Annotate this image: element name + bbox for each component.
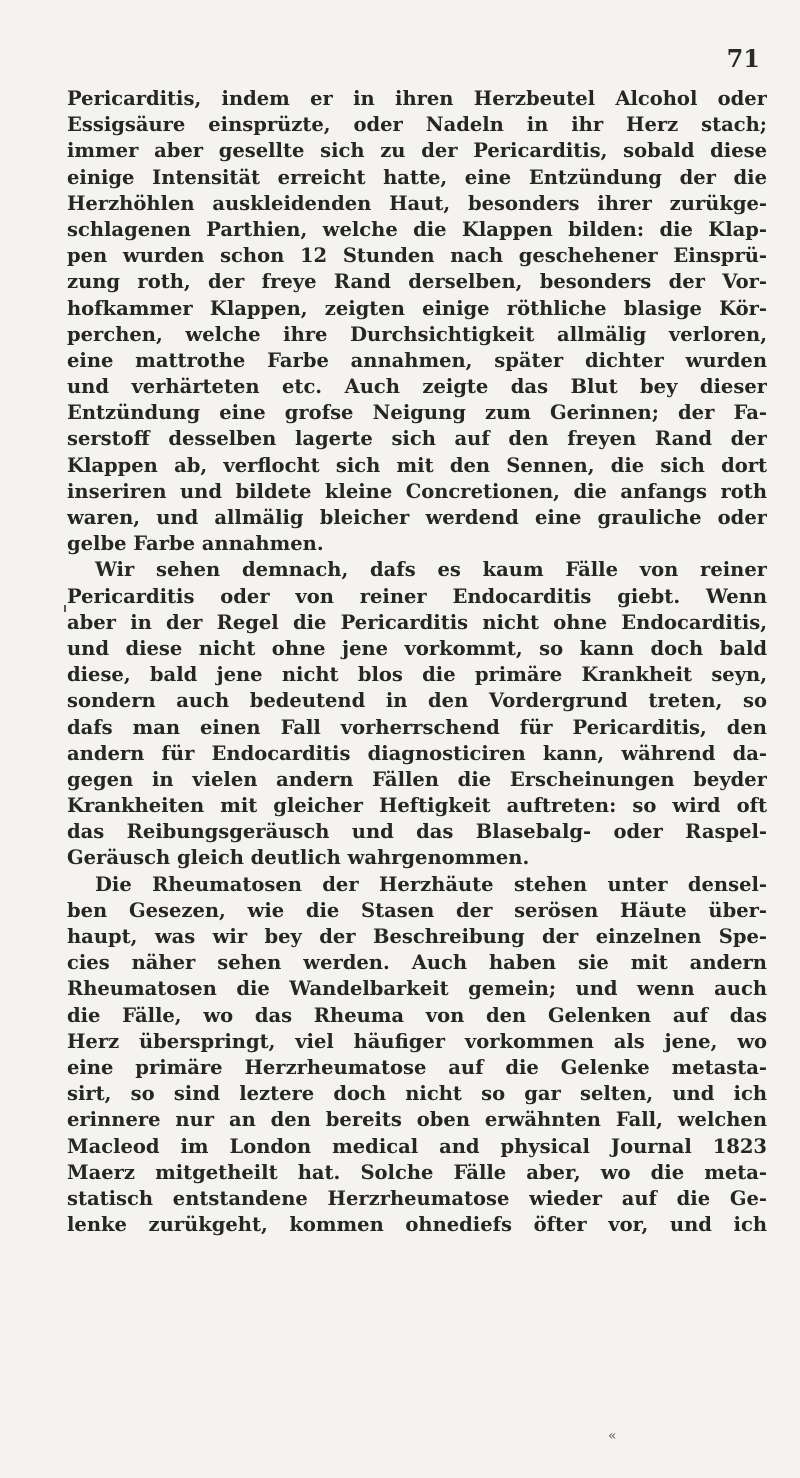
text-line: Die Rheumatosen der Herzhäute stehen unter densel- bbox=[95, 872, 767, 896]
text-line: die Fälle, wo das Rheuma von den Gelenken auf das bbox=[67, 1003, 767, 1027]
text-line: Klappen ab, verflocht sich mit den Sennen, die sich dort bbox=[67, 453, 767, 477]
text-line: Pericarditis, indem er in ihren Herzbeutel Alcohol oder bbox=[67, 87, 767, 110]
text-line: erinnere nur an den bereits oben erwähnten Fall, welchen bbox=[67, 1108, 767, 1132]
text-line: das Reibungsgeräusch und das Blasebalg- oder Raspel- bbox=[67, 820, 767, 844]
text-line: Herz überspringt, viel häufiger vorkommen als jene, wo bbox=[67, 1029, 767, 1053]
text-line: dafs man einen Fall vorherrschend für Pericarditis, den bbox=[67, 715, 767, 739]
text-line: serstoff desselben lagerte sich auf den freyen Rand der bbox=[67, 427, 767, 451]
text-line: gegen in vielen andern Fällen die Erscheinungen beyder bbox=[67, 767, 767, 791]
text-line: waren, und allmälig bleicher werdend eine grauliche oder bbox=[67, 506, 767, 529]
text-line: Wir sehen demnach, dafs es kaum Fälle von reiner bbox=[95, 558, 767, 582]
text-line: hofkammer Klappen, zeigten einige röthliche blasige Kör- bbox=[67, 296, 767, 320]
text-line: zung roth, der freye Rand derselben, besonders der Vor- bbox=[67, 270, 767, 294]
text-line: cies näher sehen werden. Auch haben sie mit andern bbox=[67, 951, 767, 975]
text-line: Macleod im London medical and physical Journal 1823 bbox=[67, 1134, 767, 1158]
text-line: Entzündung eine grofse Neigung zum Gerinnen; der Fa- bbox=[67, 401, 767, 425]
text-line: immer aber gesellte sich zu der Pericarditis, sobald diese bbox=[67, 139, 767, 163]
body-text bbox=[67, 86, 767, 1238]
text-line: und verhärteten etc. Auch zeigte das Blut bey dieser bbox=[67, 375, 767, 399]
margin-mark bbox=[64, 605, 66, 612]
text-line: Krankheiten mit gleicher Heftigkeit auftreten: so wird oft bbox=[67, 794, 767, 818]
text-line: Rheumatosen die Wandelbarkeit gemein; und wenn auch bbox=[67, 977, 767, 1001]
text-line: haupt, was wir bey der Beschreibung der einzelnen Spe- bbox=[67, 925, 767, 948]
text-line: statisch entstandene Herzrheumatose wieder auf die Ge- bbox=[67, 1186, 767, 1210]
text-line: schlagenen Parthien, welche die Klappen bilden: die Klap- bbox=[67, 217, 767, 241]
text-line: aber in der Regel die Pericarditis nicht ohne Endocarditis, bbox=[67, 610, 767, 634]
text-line: und diese nicht ohne jene vorkommt, so kann doch bald bbox=[67, 636, 767, 660]
text-line: pen wurden schon 12 Stunden nach geschehener Einsprü- bbox=[67, 244, 767, 268]
text-line: sirt, so sind leztere doch nicht so gar selten, und ich bbox=[67, 1082, 767, 1106]
text-line: Herzhöhlen auskleidenden Haut, besonders ihrer zurükge- bbox=[67, 191, 767, 215]
text-line: lenke zurükgeht, kommen ohnediefs öfter vor, und ich bbox=[67, 1213, 767, 1237]
text-line: Geräusch gleich deutlich wahrgenommen. bbox=[67, 846, 530, 870]
text-line: andern für Endocarditis diagnosticiren kann, während da- bbox=[67, 741, 767, 765]
text-line: eine mattrothe Farbe annahmen, später dichter wurden bbox=[67, 348, 767, 372]
page-number: 71 bbox=[726, 44, 760, 73]
text-line: diese, bald jene nicht blos die primäre Krankheit seyn, bbox=[67, 663, 767, 687]
text-line: inseriren und bildete kleine Concretionen, die anfangs roth bbox=[67, 479, 767, 503]
text-line: sondern auch bedeutend in den Vordergrund treten, so bbox=[67, 689, 767, 713]
text-line: perchen, welche ihre Durchsichtigkeit allmälig verloren, bbox=[67, 322, 767, 346]
text-line: eine primäre Herzrheumatose auf die Gelenke metasta- bbox=[67, 1055, 767, 1079]
text-line: ben Gesezen, wie die Stasen der serösen Häute über- bbox=[67, 898, 767, 922]
footer-mark: « bbox=[608, 1428, 617, 1444]
text-line: Maerz mitgetheilt hat. Solche Fälle aber, wo die meta- bbox=[67, 1160, 767, 1184]
text-line: gelbe Farbe annahmen. bbox=[67, 532, 324, 556]
text-line: Essigsäure einsprüzte, oder Nadeln in ihr Herz stach; bbox=[67, 113, 767, 137]
text-line: Pericarditis oder von reiner Endocarditis giebt. Wenn bbox=[67, 584, 767, 608]
text-line: einige Intensität erreicht hatte, eine Entzündung der die bbox=[67, 165, 767, 189]
